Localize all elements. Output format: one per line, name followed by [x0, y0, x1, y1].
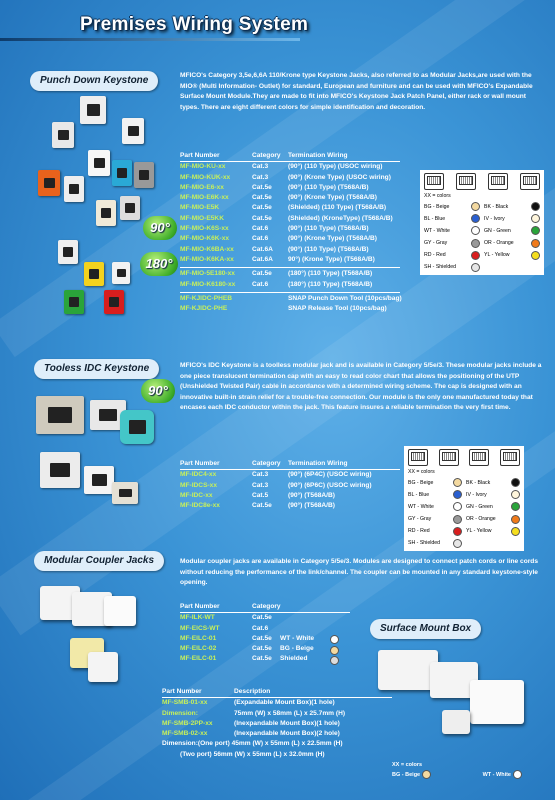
- part-number-cell: MF-SMB-02-xx: [162, 730, 208, 738]
- table-row: [180, 173, 400, 183]
- color-swatch-icon: [330, 656, 339, 665]
- keystone-jack-image: [80, 96, 106, 124]
- legend-label: GN - Green: [466, 503, 493, 510]
- category-cell: Cat.6: [252, 225, 269, 233]
- pin-diagram-icon: [488, 173, 508, 190]
- category-cell: Cat.5e: [252, 270, 272, 278]
- toolless-cap-image: [120, 410, 154, 444]
- color-swatch-icon: [471, 226, 480, 235]
- keystone-jack-image: [104, 290, 124, 314]
- table-row: [180, 255, 400, 265]
- table-row: [162, 698, 392, 708]
- keystone-jack-image: [96, 200, 116, 226]
- toolless-table: [180, 459, 400, 511]
- legend-item: [424, 251, 480, 260]
- part-number-cell: MF-EILC-01: [180, 634, 217, 642]
- description-cell: (Shielded) (KroneType) (T568A/B): [288, 214, 393, 222]
- description-cell: (90°) (110 Type) (T568A/B): [288, 183, 369, 191]
- pin-diagrams: [408, 449, 520, 466]
- table-row: [180, 193, 400, 203]
- table-row: [180, 624, 350, 634]
- keystone-jack-image: [134, 162, 154, 188]
- category-cell: Cat.5e: [252, 655, 272, 663]
- surface-mount-label: Surface Mount Box: [370, 619, 481, 639]
- coupler-table: [180, 602, 350, 665]
- description-cell: (180°) (110 Type) (T568A/B): [288, 280, 373, 288]
- legend-label: BG - Beige: [392, 771, 421, 778]
- table-row: [180, 183, 400, 193]
- table-row: [180, 203, 400, 213]
- color-cell: Shielded: [280, 655, 308, 663]
- table-row: [180, 245, 400, 255]
- angle-badge-90: 90°: [141, 379, 175, 403]
- color-swatch-icon: [453, 478, 462, 487]
- table-row: [180, 214, 400, 224]
- color-swatch-icon: [471, 251, 480, 260]
- legend-item: [484, 202, 540, 211]
- color-swatch-icon: [471, 202, 480, 211]
- table-row: [162, 719, 392, 729]
- table-row: [180, 654, 350, 664]
- color-swatch-icon: [531, 239, 540, 248]
- category-cell: Cat.5e: [252, 614, 272, 622]
- color-swatch-icon: [531, 214, 540, 223]
- color-swatch-icon: [511, 527, 520, 536]
- keystone-jack-image: [58, 240, 78, 264]
- category-cell: Cat.5e: [252, 204, 272, 212]
- legend-item: [408, 478, 462, 487]
- legend-label: SH - Shielded: [424, 264, 457, 271]
- legend-label: BG - Beige: [408, 479, 434, 486]
- punch-down-table: [180, 151, 400, 314]
- description-cell: (90°) (T568A/B): [288, 491, 335, 499]
- part-number-cell: MF-EILC-01: [180, 655, 217, 663]
- part-number-cell: MF-MIO-5E180-xx: [180, 270, 235, 278]
- legend-label: OR - Orange: [484, 240, 514, 247]
- legend-label: RD - Red: [408, 528, 430, 535]
- part-number-cell: MF-MIO-E6K-xx: [180, 194, 229, 202]
- table-row: [180, 304, 400, 314]
- part-number-cell: MF-KJIDC-PHEB: [180, 294, 233, 302]
- part-number-cell: MF-IDC-xx: [180, 491, 213, 499]
- toolless-label: Tooless IDC Keystone: [34, 359, 159, 379]
- keystone-jack-image: [64, 176, 84, 202]
- table-row: [180, 644, 350, 654]
- color-swatch-icon: [531, 251, 540, 260]
- category-cell: Cat.3: [252, 173, 269, 181]
- color-swatch-icon: [330, 646, 339, 655]
- color-swatch-icon: [471, 214, 480, 223]
- toolless-jack-image: [84, 466, 114, 494]
- description-cell: (90°) (Krone Type) (T568A/B): [288, 235, 377, 243]
- category-cell: Cat.6: [252, 280, 269, 288]
- pin-diagram-icon: [456, 173, 476, 190]
- color-swatch-icon: [531, 226, 540, 235]
- legend-label: BG - Beige: [424, 203, 450, 210]
- description-cell: (90°) (Krone Type) (T568A/B): [288, 194, 377, 202]
- legend-item: [408, 539, 462, 548]
- description-cell: (90°) (6P6C) (USOC wiring): [288, 481, 372, 489]
- table-row: [180, 481, 400, 491]
- part-number-cell: Dimension:: [162, 709, 198, 717]
- surface-table: [162, 687, 392, 760]
- category-cell: Cat.6A: [252, 245, 273, 253]
- legend-label: YL - Yellow: [484, 252, 510, 259]
- coupler-image: [88, 652, 118, 682]
- pin-diagram-icon: [500, 449, 520, 466]
- part-number-cell: MF-MIO-K6K-xx: [180, 235, 230, 243]
- legend-item: [483, 770, 522, 779]
- legend-item: [408, 502, 462, 511]
- pin-diagram-icon: [424, 173, 444, 190]
- legend-label: BL - Blue: [408, 491, 430, 498]
- toolless-paragraph: MFICO's IDC Keystone is a toolless modular jack and is available in Category 5/5e/3. These modular jacks include a one piece translucent termination cap with an easy to read color chart that allows the positioning of the UTP (Unshielded Twisted Pair) cable in accordance with a determined wiring scheme. The cap is designed with an innovative built-in strain relief for a trouble-free connection. Our module is the only one manufactured today that encases each IDC conductor within the jack. This feature insures a reliable termination the very first time.: [180, 362, 542, 411]
- angle-badge-180: 180°: [140, 252, 178, 276]
- legend-item: [466, 478, 520, 487]
- description-cell: (Shielded) (110 Type) (T568A/B): [288, 204, 387, 212]
- legend-item: [408, 490, 462, 499]
- table-row: [162, 729, 392, 739]
- description-cell: (90°) (110 Type) (USOC wiring): [288, 163, 383, 171]
- part-number-cell: MF-SMB-2PP-xx: [162, 719, 213, 727]
- part-number-cell: MF-KJIDC-PHE: [180, 305, 228, 313]
- surface-box-image: [442, 710, 470, 734]
- color-swatch-icon: [453, 502, 462, 511]
- table-row: [180, 280, 400, 290]
- legend-label: YL - Yellow: [466, 528, 492, 535]
- coupler-label: Modular Coupler Jacks: [34, 551, 164, 571]
- keystone-jack-image: [52, 122, 74, 148]
- part-number-cell: MF-MIO-KUK-xx: [180, 173, 231, 181]
- color-swatch-icon: [513, 770, 522, 779]
- legend-item: [424, 202, 480, 211]
- description-cell: 90°) (Krone Type) (T568A/B): [288, 255, 375, 263]
- category-cell: (Inexpandable Mount Box)(2 hole): [234, 730, 340, 738]
- part-number-cell: MF-IDCS-xx: [180, 481, 217, 489]
- legend-label: WT - White: [408, 503, 434, 510]
- legend-item: [466, 515, 520, 524]
- color-swatch-icon: [471, 263, 480, 272]
- keystone-jack-image: [38, 170, 60, 196]
- legend-label: BK - Black: [466, 479, 491, 486]
- category-cell: Cat.6: [252, 624, 269, 632]
- table-row: [180, 294, 400, 304]
- xx-colors-note: XX = colors: [392, 762, 423, 768]
- description-cell: (90°) (110 Type) (T568A/B): [288, 245, 369, 253]
- category-cell: Cat.5e: [252, 214, 272, 222]
- category-cell: SNAP Release Tool (10pcs/bag): [288, 305, 387, 313]
- coupler-paragraph: Modular coupler jacks are available in Category 5/5e/3. Modules are designed to connect patch cords or line cords without reducing the performance of the link/channel. The coupler can be mounted in any standard keystone-style opening.: [180, 558, 539, 586]
- part-number-cell: MF-IDC8e-xx: [180, 502, 220, 510]
- color-swatch-icon: [531, 202, 540, 211]
- keystone-jack-image: [112, 262, 130, 284]
- part-number-cell: MF-MIO-KU-xx: [180, 163, 226, 171]
- category-cell: Cat.6A: [252, 255, 273, 263]
- part-number-cell: MF-MIO-E6-xx: [180, 183, 224, 191]
- color-swatch-icon: [511, 515, 520, 524]
- keystone-jack-image: [112, 160, 132, 186]
- color-legend-box: [420, 170, 544, 275]
- legend-item: [484, 214, 540, 223]
- category-cell: Cat.3: [252, 471, 269, 479]
- legend-label: OR - Orange: [466, 516, 496, 523]
- part-number-cell: MF-MIO-K6BA-xx: [180, 245, 234, 253]
- category-cell: (Expandable Mount Box)(1 hole): [234, 699, 335, 707]
- legend-label: GY - Gray: [408, 516, 432, 523]
- category-cell: Cat.5e: [252, 502, 272, 510]
- table-row: [180, 491, 400, 501]
- category-cell: Cat.5e: [252, 183, 272, 191]
- dimension-text: Dimension:(One port) 45mm (W) x 55mm (L) x 22.5mm (H): [162, 740, 343, 748]
- legend-item: [484, 239, 540, 248]
- color-swatch-icon: [511, 478, 520, 487]
- legend-label: IV - Ivory: [484, 215, 505, 222]
- color-swatch-icon: [453, 515, 462, 524]
- color-swatch-icon: [511, 502, 520, 511]
- surface-color-legend: [392, 770, 522, 779]
- table-row: [180, 501, 400, 511]
- pin-diagram-icon: [439, 449, 459, 466]
- table-header: Part Number Description: [162, 687, 392, 698]
- legend-label: BL - Blue: [424, 215, 446, 222]
- dimension-text: (Two port) 56mm (W) x 55mm (L) x 32.0mm (H): [180, 750, 325, 758]
- legend-label: SH - Shielded: [408, 540, 441, 547]
- table-header: Part Number Category Termination Wiring: [180, 151, 400, 162]
- pin-diagrams: [424, 173, 540, 190]
- table-row: [180, 234, 400, 244]
- category-cell: 75mm (W) x 58mm (L) x 25.7mm (H): [234, 709, 346, 717]
- color-swatch-icon: [422, 770, 431, 779]
- xx-colors-note: XX = colors: [424, 193, 451, 199]
- legend-item: [408, 515, 462, 524]
- legend-label: WT - White: [482, 771, 511, 778]
- table-header: Part Number Category: [180, 602, 350, 613]
- color-swatch-icon: [511, 490, 520, 499]
- description-cell: (90°) (T568A/B): [288, 502, 335, 510]
- keystone-jack-image: [84, 262, 104, 286]
- angle-badge-90: 90°: [143, 216, 177, 240]
- legend-label: BK - Black: [484, 203, 509, 210]
- category-cell: Cat.5e: [252, 634, 272, 642]
- legend-item: [484, 226, 540, 235]
- color-swatch-icon: [330, 635, 339, 644]
- category-cell: Cat.3: [252, 163, 269, 171]
- legend-item: [424, 226, 480, 235]
- part-number-cell: MF-SMB-01-xx: [162, 699, 208, 707]
- table-row: [180, 224, 400, 234]
- toolless-jack-image: [36, 396, 84, 434]
- legend-label: IV - Ivory: [466, 491, 487, 498]
- legend-label: GY - Gray: [424, 240, 448, 247]
- table-row: [180, 634, 350, 644]
- part-number-cell: MF-MIO-E5KK: [180, 214, 224, 222]
- coupler-image: [104, 596, 136, 626]
- legend-label: RD - Red: [424, 252, 446, 259]
- surface-box-image: [470, 680, 524, 724]
- description-cell: (90°) (6P4C) (USOC wiring): [288, 471, 372, 479]
- color-swatch-icon: [453, 527, 462, 536]
- part-number-cell: MF-MIO-K6180-xx: [180, 280, 236, 288]
- legend-item: [466, 527, 520, 536]
- legend-item: [392, 770, 431, 779]
- table-row: [180, 470, 400, 480]
- pin-diagram-icon: [408, 449, 428, 466]
- legend-item: [424, 239, 480, 248]
- table-row: [180, 613, 350, 623]
- table-row: [162, 709, 392, 719]
- table-row: [180, 162, 400, 172]
- color-cell: BG - Beige: [280, 645, 314, 653]
- legend-item: [466, 490, 520, 499]
- table-row: [180, 269, 400, 279]
- keystone-jack-image: [64, 290, 84, 314]
- color-legend-box: [404, 446, 524, 551]
- page-title: Premises Wiring System: [80, 14, 309, 35]
- punch-down-label: Punch Down Keystone: [30, 71, 158, 91]
- keystone-jack-image: [122, 118, 144, 144]
- category-cell: Cat.6: [252, 235, 269, 243]
- category-cell: Cat.3: [252, 481, 269, 489]
- color-swatch-icon: [471, 239, 480, 248]
- toolless-jack-image: [40, 452, 80, 488]
- part-number-cell: MF-EILC-02: [180, 645, 217, 653]
- legend-label: WT - White: [424, 227, 450, 234]
- xx-colors-note: XX = colors: [408, 469, 435, 475]
- pin-diagram-icon: [469, 449, 489, 466]
- category-cell: (Inexpandable Mount Box)(1 hole): [234, 719, 340, 727]
- legend-item: [424, 263, 480, 272]
- description-cell: (90°) (Krone Type) (USOC wiring): [288, 173, 391, 181]
- part-number-cell: MF-MIO-K6KA-xx: [180, 255, 234, 263]
- punch-down-paragraph: MFICO's Category 3,5e,6,6A 110/Krone type Keystone Jacks, also referred to as Modular Jacks,are used with the MIO® (Multi Information- Outlet) for standard, European and furniture and can be used with MFICO's Expandable Surface Mount Module.They are made to fit into MFICO's Keystone Jack Patch Panel, either rack or wall mount types. There are eight different colors for simple identification and decoration.: [180, 72, 533, 111]
- title-underline: [0, 38, 300, 41]
- table-header: Part Number Category Termination Wiring: [180, 459, 400, 470]
- legend-item: [484, 251, 540, 260]
- legend-item: [424, 214, 480, 223]
- category-cell: Cat.5e: [252, 645, 272, 653]
- color-swatch-icon: [453, 539, 462, 548]
- legend-item: [408, 527, 462, 536]
- toolless-cap-image: [112, 482, 138, 504]
- part-number-cell: MF-IDC4-xx: [180, 471, 217, 479]
- keystone-jack-image: [120, 196, 140, 220]
- category-cell: SNAP Punch Down Tool (10pcs/bag): [288, 294, 402, 302]
- legend-label: GN - Green: [484, 227, 511, 234]
- category-cell: Cat.5e: [252, 194, 272, 202]
- color-cell: WT - White: [280, 634, 315, 642]
- legend-item: [466, 502, 520, 511]
- description-cell: (90°) (110 Type) (T568A/B): [288, 225, 369, 233]
- part-number-cell: MF-MIO-E5K: [180, 204, 220, 212]
- part-number-cell: MF-MIO-K6S-xx: [180, 225, 229, 233]
- color-swatch-icon: [453, 490, 462, 499]
- category-cell: Cat.5: [252, 491, 269, 499]
- keystone-jack-image: [88, 150, 110, 176]
- pin-diagram-icon: [520, 173, 540, 190]
- part-number-cell: MF-ILK-WT: [180, 614, 215, 622]
- description-cell: (180°) (110 Type) (T568A/B): [288, 270, 373, 278]
- part-number-cell: MF-EICS-WT: [180, 624, 220, 632]
- surface-box-image: [378, 650, 438, 690]
